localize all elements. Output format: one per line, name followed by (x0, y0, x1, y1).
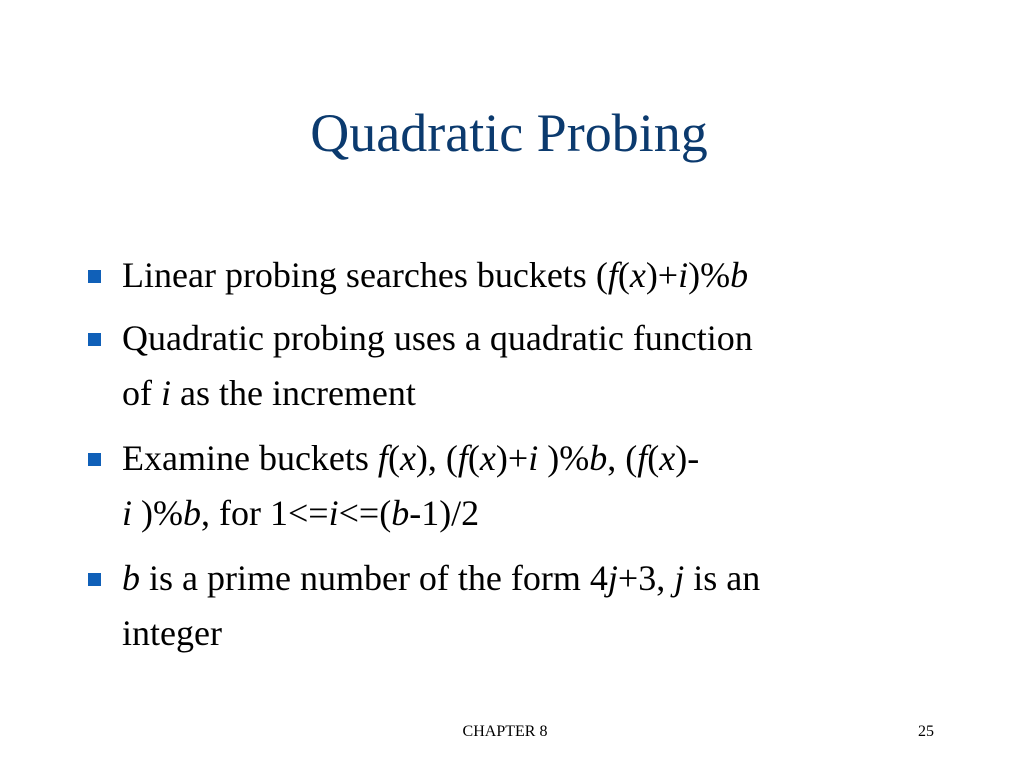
bullet-item (122, 248, 942, 303)
math-variable: f (457, 438, 468, 478)
math-variable: f (607, 255, 618, 295)
math-variable: x (659, 438, 676, 478)
bullet-text: Examine buckets (122, 438, 378, 478)
bullet-text: integer (122, 613, 222, 653)
page-number: 25 (918, 723, 934, 740)
bullet-line (122, 486, 942, 541)
math-variable: b (391, 493, 410, 533)
bullet-line (122, 311, 942, 366)
bullet-text: , ( (607, 438, 638, 478)
math-variable: f (377, 438, 388, 478)
square-bullet-icon (88, 270, 101, 283)
math-variable: i (161, 373, 172, 413)
math-variable: b (183, 493, 201, 533)
bullet-item (122, 431, 942, 541)
math-variable: i (678, 255, 689, 295)
math-variable: x (629, 255, 646, 295)
bullet-text: <=( (338, 493, 392, 533)
bullet-text: Quadratic probing uses a quadratic function (122, 318, 753, 358)
square-bullet-icon (88, 453, 101, 466)
bullet-text: )+ (645, 255, 679, 295)
bullet-text: , for 1<= (201, 493, 329, 533)
bullet-line (122, 431, 942, 486)
bullet-text: +3, (617, 558, 675, 598)
bullet-item (122, 311, 942, 421)
math-variable: i (528, 438, 539, 478)
bullet-text: ( (647, 438, 660, 478)
bullet-text: ( (467, 438, 480, 478)
bullet-text: )% (538, 438, 590, 478)
bullet-text: )- (675, 438, 700, 478)
footer-chapter-label: CHAPTER 8 (462, 723, 548, 740)
bullet-text: ( (387, 438, 400, 478)
bullet-text: )% (688, 255, 731, 295)
bullet-text: )% (132, 493, 183, 533)
math-variable: b (730, 255, 749, 295)
square-bullet-icon (88, 333, 101, 346)
bullet-text: Linear probing searches buckets ( (122, 255, 608, 295)
bullet-text: -1)/2 (409, 493, 480, 533)
bullet-text: of (122, 373, 161, 413)
math-variable: b (589, 438, 608, 478)
bullet-line (122, 248, 942, 303)
bullet-line (122, 551, 942, 606)
bullet-text: as the increment (171, 373, 416, 413)
math-variable: b (122, 558, 140, 598)
bullet-line (122, 606, 942, 661)
math-variable: x (399, 438, 416, 478)
bullet-text: ( (617, 255, 630, 295)
bullet-text: )+ (495, 438, 529, 478)
math-variable: i (122, 493, 133, 533)
bullet-text: is an (684, 558, 761, 598)
bullet-item (122, 551, 942, 661)
bullet-text: is a prime number of the form 4 (140, 558, 608, 598)
math-variable: i (328, 493, 339, 533)
bullet-line (122, 366, 942, 421)
slide-title: Quadratic Probing (310, 103, 708, 163)
math-variable: j (674, 558, 685, 598)
math-variable: f (637, 438, 648, 478)
square-bullet-icon (88, 573, 101, 586)
bullet-text: ), ( (415, 438, 458, 478)
math-variable: x (479, 438, 496, 478)
math-variable: j (607, 558, 618, 598)
